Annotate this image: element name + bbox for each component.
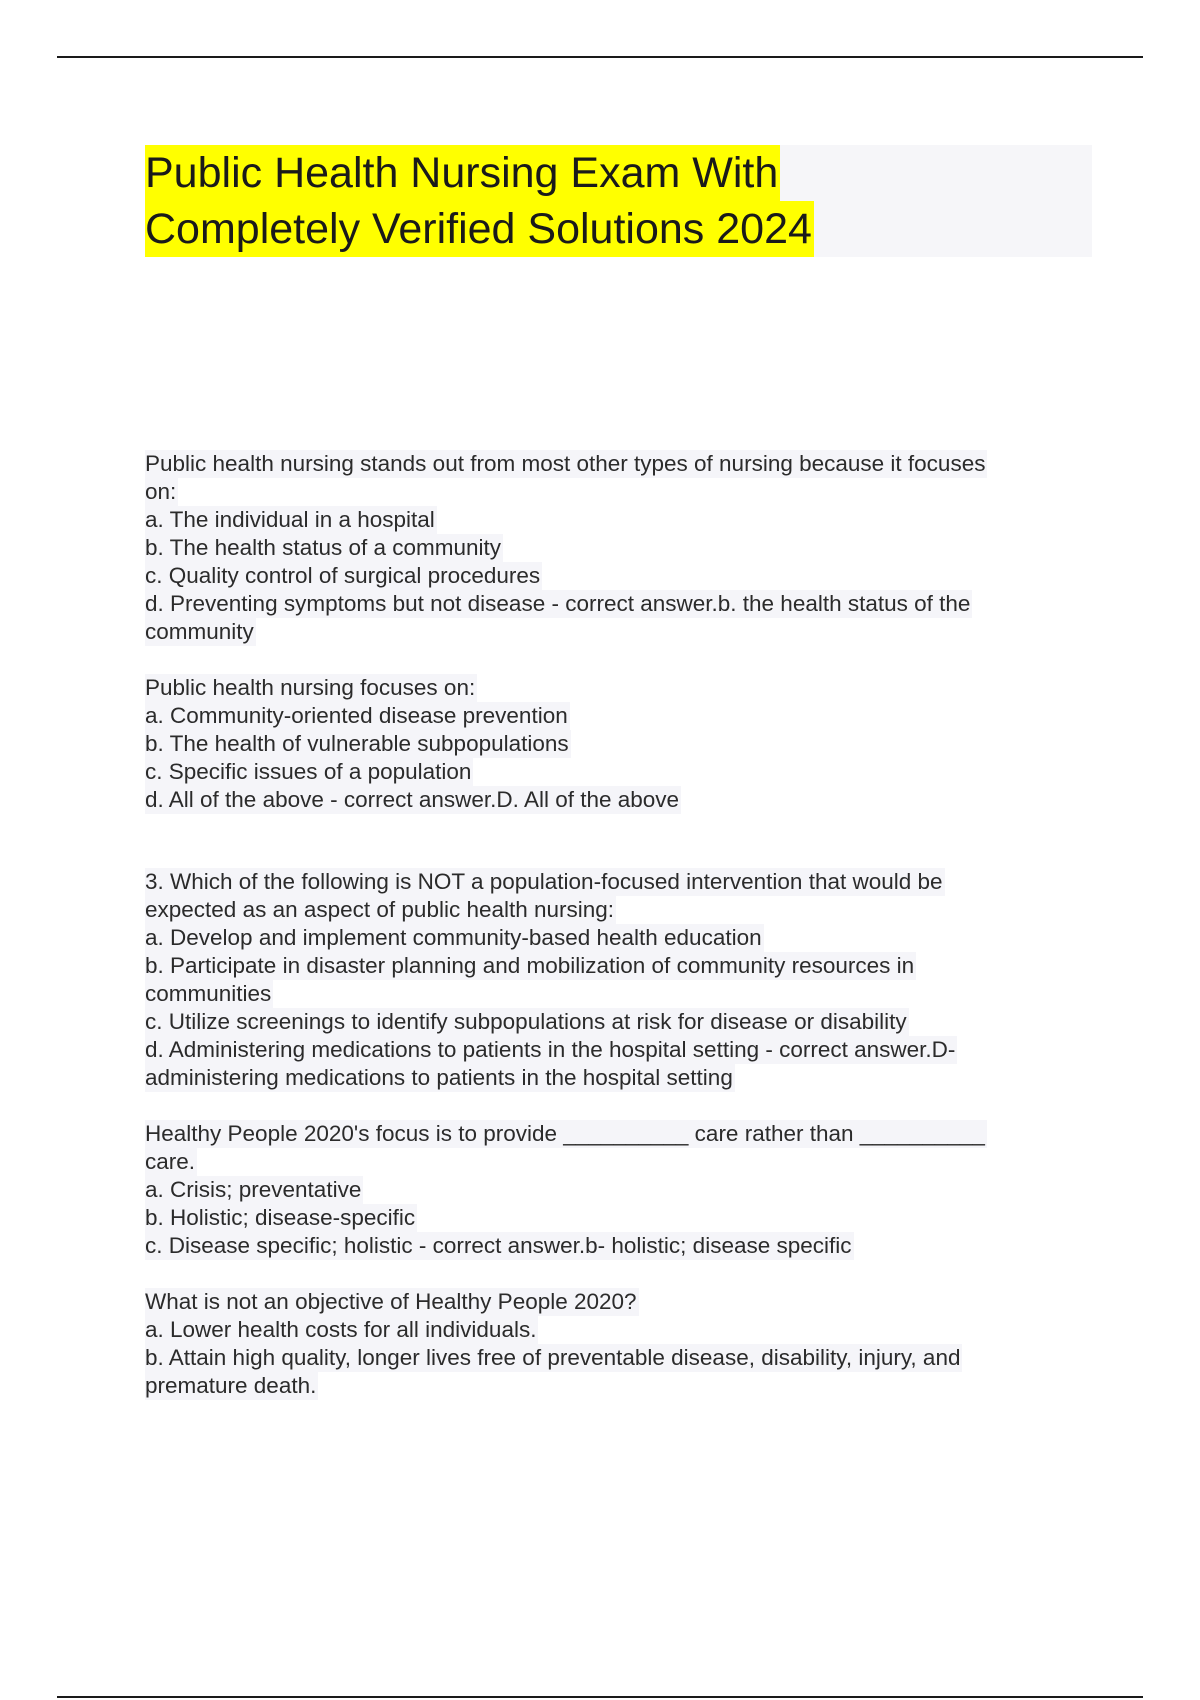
question-2-option-b: b. The health of vulnerable subpopulations <box>145 731 569 756</box>
question-1-option-b: b. The health status of a community <box>145 535 502 560</box>
question-1-option-c: c. Quality control of surgical procedures <box>145 563 541 588</box>
question-4-option-c: c. Disease specific; holistic - correct answer.b- holistic; disease specific <box>145 1233 852 1258</box>
question-1-answer-cont: community <box>145 619 254 644</box>
question-5-option-a: a. Lower health costs for all individuals. <box>145 1317 537 1342</box>
question-3-stem-line-2: expected as an aspect of public health nursing: <box>145 897 615 922</box>
question-2-option-d: d. All of the above - correct answer.D. All of the above <box>145 787 680 812</box>
spacer <box>145 814 1105 868</box>
question-3-option-d: d. Administering medications to patients in the hospital setting - correct answer.D- <box>145 1037 956 1062</box>
question-3-option-b: b. Participate in disaster planning and mobilization of community resources in <box>145 953 915 978</box>
question-3-stem-line-1: 3. Which of the following is NOT a population-focused intervention that would be <box>145 869 943 894</box>
question-4-option-b: b. Holistic; disease-specific <box>145 1205 416 1230</box>
question-3-option-c: c. Utilize screenings to identify subpopulations at risk for disease or disability <box>145 1009 907 1034</box>
bottom-rule <box>57 1696 1143 1698</box>
question-4 <box>145 1120 1105 1260</box>
question-1 <box>145 450 1105 646</box>
question-3-option-b-cont: communities <box>145 981 272 1006</box>
question-5-option-b-cont: premature death. <box>145 1373 317 1398</box>
title-line-2: Completely Verified Solutions 2024 <box>145 201 814 257</box>
question-2-stem: Public health nursing focuses on: <box>145 675 476 700</box>
question-1-option-a: a. The individual in a hospital <box>145 507 435 532</box>
question-1-option-d: d. Preventing symptoms but not disease - correct answer.b. the health status of the <box>145 591 971 616</box>
spacer <box>145 1260 1105 1288</box>
question-4-stem-line-1: Healthy People 2020's focus is to provide __________ care rather than __________ <box>145 1121 985 1146</box>
question-5 <box>145 1288 1105 1400</box>
spacer <box>145 646 1105 674</box>
question-2-option-a: a. Community-oriented disease prevention <box>145 703 568 728</box>
spacer <box>145 1092 1105 1120</box>
question-2-option-c: c. Specific issues of a population <box>145 759 472 784</box>
document-body <box>145 450 1105 1400</box>
question-2 <box>145 674 1105 814</box>
question-5-option-b: b. Attain high quality, longer lives free of preventable disease, disability, injury, and <box>145 1345 961 1370</box>
question-1-stem-line-2: on: <box>145 479 177 504</box>
question-3-answer-cont: administering medications to patients in the hospital setting <box>145 1065 733 1090</box>
question-3-option-a: a. Develop and implement community-based health education <box>145 925 762 950</box>
question-5-stem: What is not an objective of Healthy People 2020? <box>145 1289 637 1314</box>
question-1-stem-line-1: Public health nursing stands out from most other types of nursing because it focuses <box>145 451 986 476</box>
document-title <box>145 145 1092 257</box>
question-4-stem-line-2: care. <box>145 1149 196 1174</box>
top-rule <box>57 56 1143 58</box>
question-4-option-a: a. Crisis; preventative <box>145 1177 362 1202</box>
title-line-1: Public Health Nursing Exam With <box>145 145 780 201</box>
question-3 <box>145 868 1105 1092</box>
